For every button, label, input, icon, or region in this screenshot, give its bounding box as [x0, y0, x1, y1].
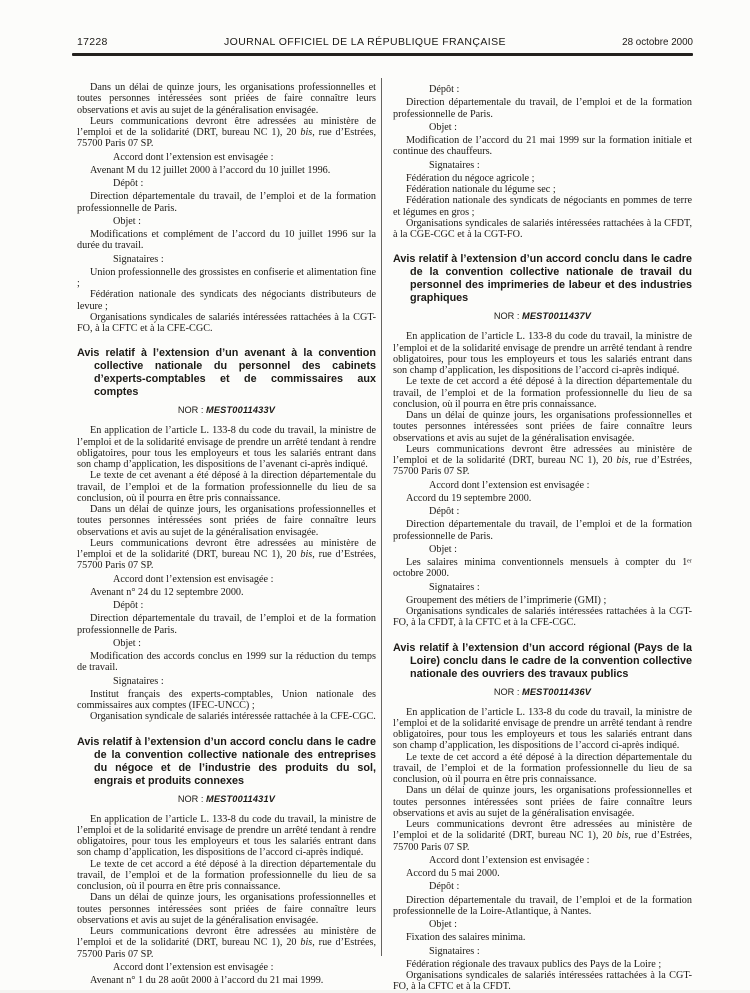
section-label: Signataires :	[113, 675, 164, 687]
paragraph: Modification de l’accord du 21 mai 1999 sur la formation initiale et continue des chauffeurs.	[393, 135, 692, 158]
paragraph: Dans un délai de quinze jours, les organisations professionnelles et toutes personnes intéressées sont priées de faire connaître leurs observations et avis au sujet de la généralisation envisagée.	[393, 410, 692, 444]
section-label: Dépôt :	[113, 178, 144, 189]
page-number: 17228	[77, 36, 108, 48]
paragraph: En application de l’article L. 133-8 du code du travail, la ministre de l’emploi et de la solidarité envisage de prendre un arrêté tendant à rendre obligatoires, pour tous les employeurs et tous les salariés entrant dans son champ d’application, les dispositions de l’accord ci-après indiqué.	[393, 331, 692, 376]
section-label: Dépôt :	[429, 881, 460, 893]
section-label: Objet :	[113, 637, 142, 649]
paragraph: Groupement des métiers de l’imprimerie (GMI) ;	[406, 594, 607, 606]
paragraph: Direction départementale du travail, de l’emploi et de la formation professionnelle de Paris.	[393, 519, 692, 542]
nor-value: MEST0011431V	[205, 793, 276, 804]
paragraph: Fédération régionale des travaux publics des Pays de la Loire ;	[406, 958, 662, 970]
paragraph: En application de l’article L. 133-8 du code du travail, la ministre de l’emploi et de la solidarité envisage de prendre un arrêté tendant à rendre obligatoires, pour tous les employeurs et tous les salariés entrant dans son champ d’application, les dispositions de l’avenant ci-après indiqué.	[77, 425, 376, 470]
paragraph: Dans un délai de quinze jours, les organisations professionnelles et toutes personnes intéressées sont priées de faire connaître leurs observations et avis au sujet de la généralisation envisagée.	[77, 82, 376, 116]
paragraph: Direction départementale du travail, de l’emploi et de la formation professionnelle de Paris.	[393, 97, 692, 120]
section-label: Signataires :	[429, 581, 480, 593]
paragraph: Accord du 19 septembre 2000.	[406, 492, 532, 504]
paragraph: Organisations syndicales de salariés intéressées rattachées à la CFDT, à la CGE-CGC et à la CGT-FO.	[393, 217, 692, 240]
section-label: Accord dont l’extension est envisagée :	[113, 151, 274, 163]
paragraph: Le texte de cet accord a été déposé à la direction départementale du travail, de l’emploi et de la formation professionnelle du lieu de sa conclusion, où il pourra en être pris connaissance.	[393, 376, 692, 410]
nor-value: MEST0011436V	[521, 686, 592, 697]
paragraph: Accord du 5 mai 2000.	[406, 868, 500, 879]
nor-line	[393, 311, 692, 322]
nor-label: NOR :	[177, 793, 206, 804]
paragraph: Fédération du négoce agricole ;	[406, 172, 535, 184]
paragraph: Modifications et complément de l’accord du 10 juillet 1996 sur la durée du travail.	[77, 229, 376, 252]
section-label: Objet :	[429, 121, 458, 133]
section-label: Signataires :	[429, 945, 480, 957]
section-label: Accord dont l’extension est envisagée :	[113, 961, 274, 973]
issue-date: 28 octobre 2000	[622, 37, 693, 48]
notice-heading: Avis relatif à l’extension d’un avenant à la convention collective nationale du personnel des cabinets d’experts-comptables et de commissaires aux comptes	[77, 347, 376, 399]
section-label: Accord dont l’extension est envisagée :	[429, 479, 590, 491]
section-label: Dépôt :	[429, 84, 460, 95]
paragraph: Dans un délai de quinze jours, les organisations professionnelles et toutes personnes intéressées sont priées de faire connaître leurs observations et avis au sujet de la généralisation envisagée.	[77, 892, 376, 926]
paragraph: Le texte de cet accord a été déposé à la direction départementale du travail, de l’emploi et de la formation professionnelle du lieu de sa conclusion, où il pourra en être pris connaissance.	[393, 751, 692, 785]
paragraph: Avenant n° 1 du 28 août 2000 à l’accord du 21 mai 1999.	[90, 975, 324, 986]
paragraph: Institut français des experts-comptables, Union nationale des commissaires aux comptes (IFEC-UNCC) ;	[77, 688, 376, 711]
paragraph: Direction départementale du travail, de l’emploi et de la formation professionnelle de Paris.	[77, 191, 376, 214]
nor-label: NOR :	[493, 311, 522, 322]
nor-line	[77, 794, 376, 805]
paragraph: Direction départementale du travail, de l’emploi et de la formation professionnelle de la Loire-Atlantique, à Nantes.	[393, 894, 692, 917]
text-columns	[0, 56, 750, 993]
section-label: Signataires :	[113, 253, 164, 265]
paragraph: En application de l’article L. 133-8 du code du travail, la ministre de l’emploi et de la solidarité envisage de prendre un arrêté tendant à rendre obligatoires, pour tous les employeurs et tous les salariés entrant dans son champ d’application, les dispositions de l’accord ci-après indiqué.	[393, 706, 692, 752]
nor-line	[77, 405, 376, 416]
paragraph: Le texte de cet avenant a été déposé à la direction départementale du travail, de l’emploi et de la formation professionnelle du lieu de sa conclusion, où il pourra en être pris connaissance.	[77, 470, 376, 504]
section-label: Signataires :	[429, 159, 480, 171]
left-column	[77, 82, 376, 993]
section-label: Objet :	[429, 919, 458, 930]
section-label: Accord dont l’extension est envisagée :	[113, 573, 274, 585]
section-label: Objet :	[113, 215, 142, 227]
nor-value: MEST0011433V	[205, 405, 276, 416]
section-label: Objet :	[429, 543, 458, 555]
paragraph: Organisations syndicales de salariés intéressées rattachées à la CGT-FO, à la CFTC et à la CFDT.	[393, 970, 692, 993]
paragraph: Fixation des salaires minima.	[406, 932, 526, 944]
column-divider	[381, 78, 382, 956]
paragraph: Organisations syndicales de salariés intéressées rattachées à la CGT-FO, à la CFDT, à la CFTC et à la CFE-CGC.	[393, 606, 692, 629]
paragraph: Avenant n° 24 du 12 septembre 2000.	[90, 586, 244, 598]
section-label: Accord dont l’extension est envisagée :	[429, 854, 590, 866]
paragraph: Fédération nationale des syndicats de négociants en pommes de terre et légumes en gros ;	[393, 195, 692, 218]
section-label: Dépôt :	[429, 506, 460, 517]
paragraph: Union professionnelle des grossistes en confiserie et alimentation fine ;	[77, 266, 376, 289]
paragraph: Leurs communications devront être adressées au ministère de l’emploi et de la solidarité (DRT, bureau NC 1), 20 bis, rue d’Estrées, 75700 Paris 07 SP.	[77, 926, 376, 960]
nor-line	[393, 687, 692, 698]
paragraph: Dans un délai de quinze jours, les organisations professionnelles et toutes personnes intéressées sont priées de faire connaître leurs observations et avis au sujet de la généralisation envisagée.	[393, 785, 692, 819]
paragraph: Direction départementale du travail, de l’emploi et de la formation professionnelle de Paris.	[77, 613, 376, 636]
paragraph: Les salaires minima conventionnels mensuels à compter du 1ᵉʳ octobre 2000.	[393, 557, 692, 580]
right-column	[393, 82, 692, 993]
paragraph: En application de l’article L. 133-8 du code du travail, la ministre de l’emploi et de la solidarité envisage de prendre un arrêté tendant à rendre obligatoires, pour tous les employeurs et tous les salariés entrant dans son champ d’application, les dispositions de l’accord ci-après indiqué.	[77, 813, 376, 859]
paragraph: Fédération nationale des syndicats des négociants distributeurs de levure ;	[77, 289, 376, 312]
notice-heading: Avis relatif à l’extension d’un accord conclu dans le cadre de la convention collective nationale de travail du personnel des imprimeries de labeur et des industries graphiques	[393, 253, 692, 305]
paragraph: Organisations syndicales de salariés intéressées rattachées à la CGT-FO, à la CFTC et à la CFE-CGC.	[77, 311, 376, 334]
paragraph: Dans un délai de quinze jours, les organisations professionnelles et toutes personnes intéressées sont priées de faire connaître leurs observations et avis au sujet de la généralisation envisagée.	[77, 504, 376, 538]
paragraph: Leurs communications devront être adressées au ministère de l’emploi et de la solidarité (DRT, bureau NC 1), 20 bis, rue d’Estrées, 75700 Paris 07 SP.	[393, 443, 692, 478]
paragraph: Fédération nationale du légume sec ;	[406, 184, 556, 195]
paragraph: Organisation syndicale de salariés intéressée rattachée à la CFE-CGC.	[90, 711, 376, 723]
notice-heading: Avis relatif à l’extension d’un accord régional (Pays de la Loire) conclu dans le cadre de la convention collective nationale des ouvriers des travaux publics	[393, 641, 692, 680]
paragraph: Modification des accords conclus en 1999 sur la réduction du temps de travail.	[77, 651, 376, 674]
notice-heading: Avis relatif à l’extension d’un accord conclu dans le cadre de la convention collective nationale des entreprises du négoce et de l’industrie des produits du sol, engrais et produits connexes	[77, 735, 376, 787]
nor-label: NOR :	[177, 405, 206, 416]
paragraph: Leurs communications devront être adressées au ministère de l’emploi et de la solidarité (DRT, bureau NC 1), 20 bis, rue d’Estrées, 75700 Paris 07 SP.	[393, 819, 692, 853]
section-label: Dépôt :	[113, 600, 144, 611]
paragraph: Le texte de cet accord a été déposé à la direction départementale du travail, de l’emploi et de la formation professionnelle du lieu de sa conclusion, où il pourra en être pris connaissance.	[77, 858, 376, 892]
nor-label: NOR :	[493, 686, 522, 697]
journal-title: JOURNAL OFFICIEL DE LA RÉPUBLIQUE FRANÇAISE	[223, 36, 506, 48]
paragraph: Avenant M du 12 juillet 2000 à l’accord du 10 juillet 1996.	[90, 164, 331, 176]
paragraph: Leurs communications devront être adressées au ministère de l’emploi et de la solidarité (DRT, bureau NC 1), 20 bis, rue d’Estrées, 75700 Paris 07 SP.	[77, 537, 376, 572]
nor-value: MEST0011437V	[521, 311, 592, 322]
page-header	[0, 0, 750, 48]
paragraph: Leurs communications devront être adressées au ministère de l’emploi et de la solidarité (DRT, bureau NC 1), 20 bis, rue d’Estrées, 75700 Paris 07 SP.	[77, 115, 376, 150]
